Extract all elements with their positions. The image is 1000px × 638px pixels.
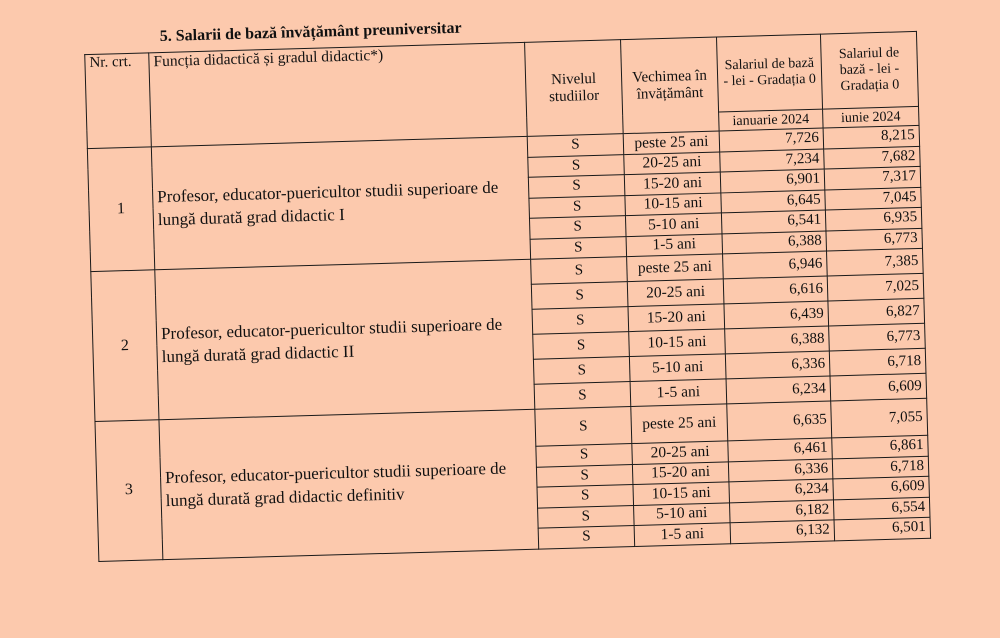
- seniority-cell: 20-25 ani: [624, 151, 721, 174]
- salary-june-cell: 7,045: [825, 187, 922, 210]
- seniority-cell: peste 25 ani: [627, 254, 724, 282]
- salary-june-cell: 6,609: [830, 373, 927, 401]
- function-grade-cell: Profesor, educator-puericultor studii superioare de lungă durată grad didactic II: [155, 259, 535, 419]
- seniority-cell: 20-25 ani: [632, 441, 729, 464]
- salary-january-cell: 6,336: [728, 458, 833, 481]
- salary-january-cell: 7,234: [720, 149, 825, 172]
- seniority-cell: 1-5 ani: [626, 233, 723, 256]
- study-level-cell: S: [528, 175, 625, 198]
- seniority-cell: peste 25 ani: [631, 404, 728, 444]
- salary-june-cell: 6,827: [828, 298, 925, 326]
- header-date-iunie: iunie 2024: [823, 106, 919, 128]
- seniority-cell: 15-20 ani: [632, 461, 729, 484]
- header-date-ianuarie: ianuarie 2024: [719, 109, 823, 131]
- study-level-cell: S: [531, 282, 628, 310]
- seniority-cell: 5-10 ani: [634, 502, 731, 525]
- header-salariu-iunie: Salariul de bază - lei - Gradația 0: [820, 31, 918, 109]
- study-level-cell: S: [538, 526, 635, 549]
- study-level-cell: S: [531, 257, 628, 285]
- header-nr: Nr. crt.: [85, 53, 152, 149]
- row-number: 1: [87, 147, 154, 272]
- salary-june-cell: 8,215: [823, 125, 920, 148]
- salary-june-cell: 6,718: [832, 456, 929, 479]
- seniority-cell: 10-15 ani: [629, 329, 726, 357]
- salary-june-cell: 6,718: [829, 348, 926, 376]
- salary-june-cell: 6,501: [834, 517, 931, 540]
- seniority-cell: 1-5 ani: [634, 523, 731, 546]
- study-level-cell: S: [533, 357, 630, 385]
- function-grade-cell: Profesor, educator-puericultor studii superioare de lungă durată grad didactic I: [151, 136, 530, 269]
- seniority-cell: 20-25 ani: [627, 279, 724, 307]
- salary-january-cell: 6,336: [725, 351, 830, 379]
- salary-june-cell: 7,025: [827, 273, 924, 301]
- seniority-cell: peste 25 ani: [623, 131, 720, 154]
- study-level-cell: S: [536, 444, 633, 467]
- salary-june-cell: 7,055: [831, 398, 928, 438]
- salary-table: [84, 31, 931, 562]
- study-level-cell: S: [538, 505, 635, 528]
- salary-june-cell: 6,773: [829, 323, 926, 351]
- salary-june-cell: 7,317: [824, 166, 921, 189]
- seniority-cell: 15-20 ani: [624, 172, 721, 195]
- salary-january-cell: 7,726: [719, 128, 824, 151]
- page-title: 5. Salarii de bază învățământ preuniversitar: [159, 19, 462, 46]
- seniority-cell: 10-15 ani: [633, 482, 730, 505]
- header-nivel: Nivelul studiilor: [525, 40, 624, 137]
- seniority-cell: 10-15 ani: [625, 192, 722, 215]
- salary-january-cell: 6,182: [729, 499, 834, 522]
- study-level-cell: S: [532, 307, 629, 335]
- study-level-cell: S: [537, 485, 634, 508]
- header-functia: Funcția didactică și gradul didactic*): [149, 42, 527, 146]
- salary-january-cell: 6,388: [725, 326, 830, 354]
- salary-table-body: [87, 125, 930, 561]
- study-level-cell: S: [527, 134, 624, 157]
- salary-january-cell: 6,439: [724, 301, 829, 329]
- salary-january-cell: 6,645: [721, 190, 826, 213]
- seniority-cell: 15-20 ani: [628, 304, 725, 332]
- study-level-cell: S: [534, 382, 631, 410]
- salary-january-cell: 6,635: [727, 401, 832, 441]
- salary-january-cell: 6,132: [730, 520, 835, 543]
- salary-january-cell: 6,946: [723, 251, 828, 279]
- header-salariu-ianuarie: Salariul de bază - lei - Gradația 0: [716, 34, 822, 112]
- salary-january-cell: 6,901: [720, 169, 825, 192]
- salary-january-cell: 6,388: [722, 231, 827, 254]
- salary-june-cell: 7,385: [827, 248, 924, 276]
- study-level-cell: S: [535, 407, 632, 447]
- seniority-cell: 5-10 ani: [625, 213, 722, 236]
- salary-june-cell: 7,682: [824, 146, 921, 169]
- salary-january-cell: 6,234: [729, 479, 834, 502]
- salary-june-cell: 6,935: [825, 207, 922, 230]
- salary-june-cell: 6,554: [833, 497, 930, 520]
- study-level-cell: S: [536, 464, 633, 487]
- study-level-cell: S: [533, 332, 630, 360]
- salary-june-cell: 6,773: [826, 228, 923, 251]
- salary-january-cell: 6,234: [726, 376, 831, 404]
- salary-january-cell: 6,616: [723, 276, 828, 304]
- study-level-cell: S: [529, 216, 626, 239]
- salary-january-cell: 6,461: [728, 438, 833, 461]
- salary-june-cell: 6,861: [832, 435, 929, 458]
- row-number: 3: [95, 420, 163, 561]
- study-level-cell: S: [530, 236, 627, 259]
- header-vechime: Vechimea în învățământ: [621, 37, 720, 134]
- seniority-cell: 1-5 ani: [630, 379, 727, 407]
- salary-june-cell: 6,609: [833, 476, 930, 499]
- function-grade-cell: Profesor, educator-puericultor studii superioare de lungă durată grad didactic definitiv: [159, 409, 539, 559]
- salary-january-cell: 6,541: [721, 210, 826, 233]
- seniority-cell: 5-10 ani: [629, 354, 726, 382]
- study-level-cell: S: [528, 154, 625, 177]
- study-level-cell: S: [529, 195, 626, 218]
- row-number: 2: [91, 270, 159, 422]
